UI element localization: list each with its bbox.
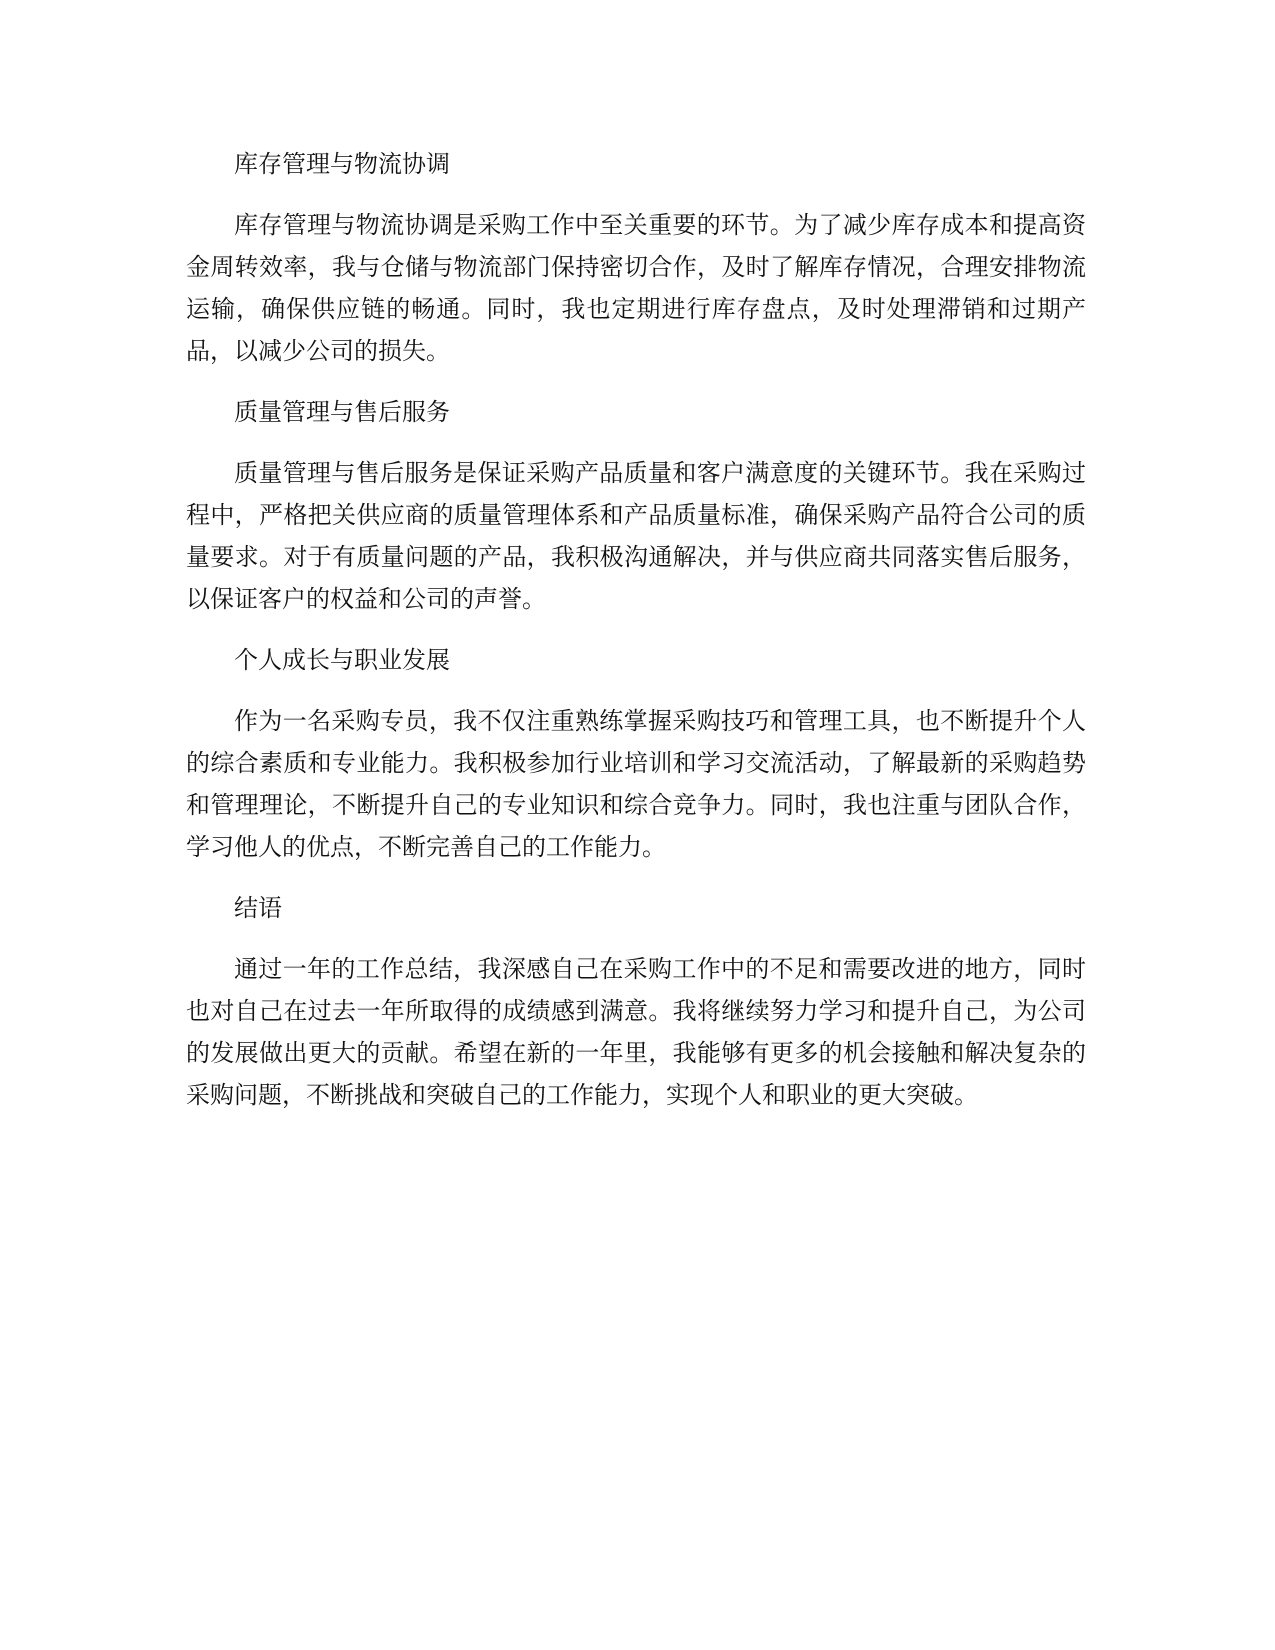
section-paragraph: 质量管理与售后服务是保证采购产品质量和客户满意度的关键环节。我在采购过程中，严格把关供应商的质量管理体系和产品质量标准，确保采购产品符合公司的质量要求。对于有质量问题的产品，我积极沟通解决，并与供应商共同落实售后服务，以保证客户的权益和公司的声誉。 (186, 459, 1086, 613)
section-paragraph: 通过一年的工作总结，我深感自己在采购工作中的不足和需要改进的地方，同时也对自己在过去一年所取得的成绩感到满意。我将继续努力学习和提升自己，为公司的发展做出更大的贡献。希望在新的一年里，我能够有更多的机会接触和解决复杂的采购问题，不断挑战和突破自己的工作能力，实现个人和职业的更大突破。 (186, 955, 1086, 1109)
section-heading: 结语 (234, 894, 282, 922)
section-quality-aftersales (186, 391, 1086, 620)
section-heading: 质量管理与售后服务 (234, 398, 450, 426)
document-body (186, 143, 1086, 1135)
section-paragraph: 库存管理与物流协调是采购工作中至关重要的环节。为了减少库存成本和提高资金周转效率，我与仓储与物流部门保持密切合作，及时了解库存情况，合理安排物流运输，确保供应链的畅通。同时，我也定期进行库存盘点，及时处理滞销和过期产品，以减少公司的损失。 (186, 211, 1086, 365)
section-heading: 个人成长与职业发展 (234, 646, 450, 674)
section-paragraph: 作为一名采购专员，我不仅注重熟练掌握采购技巧和管理工具，也不断提升个人的综合素质和专业能力。我积极参加行业培训和学习交流活动，了解最新的采购趋势和管理理论，不断提升自己的专业知识和综合竞争力。同时，我也注重与团队合作，学习他人的优点，不断完善自己的工作能力。 (186, 707, 1086, 861)
section-personal-growth (186, 639, 1086, 868)
section-inventory-logistics (186, 143, 1086, 372)
section-conclusion (186, 887, 1086, 1116)
section-heading: 库存管理与物流协调 (234, 150, 450, 178)
